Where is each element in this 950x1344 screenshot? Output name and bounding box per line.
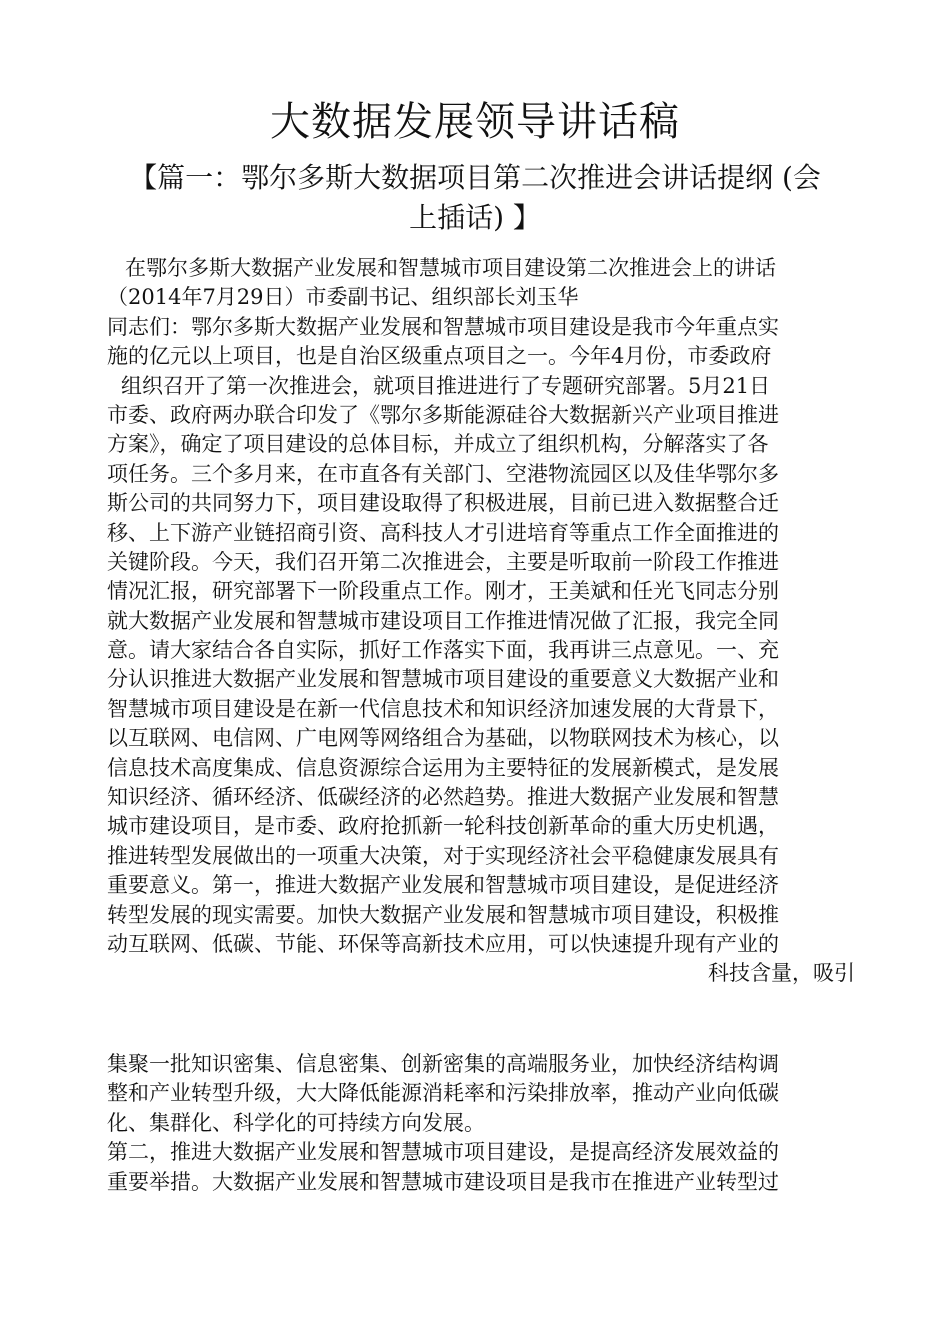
text-line: 整和产业转型升级，大大降低能源消耗率和污染排放率，推动产业向低碳 [107,1081,779,1106]
text-line: 重要举措。大数据产业发展和智慧城市建设项目是我市在推进产业转型过 [107,1169,779,1194]
text-line: 化、集群化、科学化的可持续方向发展。 [107,1110,485,1135]
text-line: 信息技术高度集成、信息资源综合运用为主要特征的发展新模式，是发展 [107,755,779,780]
text-line: 以互联网、电信网、广电网等网络组合为基础，以物联网技术为核心，以 [107,726,779,751]
text-line: 动互联网、低碳、节能、环保等高新技术应用，可以快速提升现有产业的 [107,931,779,956]
text-line: 同志们：鄂尔多斯大数据产业发展和智慧城市项目建设是我市今年重点实 [107,314,779,339]
text-line: 知识经济、循环经济、低碳经济的必然趋势。推进大数据产业发展和智慧 [107,785,779,810]
text-line: 城市建设项目，是市委、政府抢抓新一轮科技创新革命的重大历史机遇， [107,814,779,839]
body-paragraph-1 [107,254,855,989]
document-subtitle [110,158,840,238]
text-line: 意。请大家结合各自实际，抓好工作落实下面，我再讲三点意见。一、充 [107,638,779,663]
text-line: 情况汇报，研究部署下一阶段重点工作。刚才，王美斌和任光飞同志分别 [107,579,779,604]
text-line: 施的亿元以上项目，也是自治区级重点项目之一。今年4月份，市委政府 [107,344,772,369]
text-line: 集聚一批知识密集、信息密集、创新密集的高端服务业，加快经济结构调 [107,1052,779,1076]
text-line: 科技含量，吸引 [708,961,855,986]
text-line: 斯公司的共同努力下，项目建设取得了积极进展，目前已进入数据整合迁 [107,491,779,516]
text-line: 市委、政府两办联合印发了《鄂尔多斯能源硅谷大数据新兴产业项目推进 [107,402,779,427]
subtitle-line-1: 【篇一：鄂尔多斯大数据项目第二次推进会讲话提纲 (会 [129,161,821,194]
body-paragraph-2 [107,1050,855,1197]
text-line: 移、上下游产业链招商引资、高科技人才引进培育等重点工作全面推进的 [107,520,779,545]
text-line: 组织召开了第一次推进会，就项目推进进行了专题研究部署。5月21日 [121,373,771,398]
text-line: 项任务。三个多月来，在市直各有关部门、空港物流园区以及佳华鄂尔多 [107,461,779,486]
text-line: 转型发展的现实需要。加快大数据产业发展和智慧城市项目建设，积极推 [107,902,779,927]
subtitle-line-2: 上插话) 】 [409,201,541,234]
text-line: 推进转型发展做出的一项重大决策，对于实现经济社会平稳健康发展具有 [107,843,779,868]
text-line: 重要意义。第一，推进大数据产业发展和智慧城市项目建设，是促进经济 [107,873,779,898]
text-line: 方案》，确定了项目建设的总体目标，并成立了组织机构，分解落实了各 [107,432,769,457]
text-line: 就大数据产业发展和智慧城市建设项目工作推进情况做了汇报，我完全同 [107,608,779,633]
text-line: 分认识推进大数据产业发展和智慧城市项目建设的重要意义大数据产业和 [107,667,779,692]
text-line: 智慧城市项目建设是在新一代信息技术和知识经济加速发展的大背景下， [107,696,779,721]
text-line: （2014年7月29日）市委副书记、组织部长刘玉华 [107,285,579,310]
text-line: 在鄂尔多斯大数据产业发展和智慧城市项目建设第二次推进会上的讲话 [125,256,776,280]
text-line: 关键阶段。今天，我们召开第二次推进会，主要是听取前一阶段工作推进 [107,549,779,574]
document-title: 大数据发展领导讲话稿 [270,99,680,145]
text-line: 第二，推进大数据产业发展和智慧城市项目建设，是提高经济发展效益的 [107,1140,779,1165]
